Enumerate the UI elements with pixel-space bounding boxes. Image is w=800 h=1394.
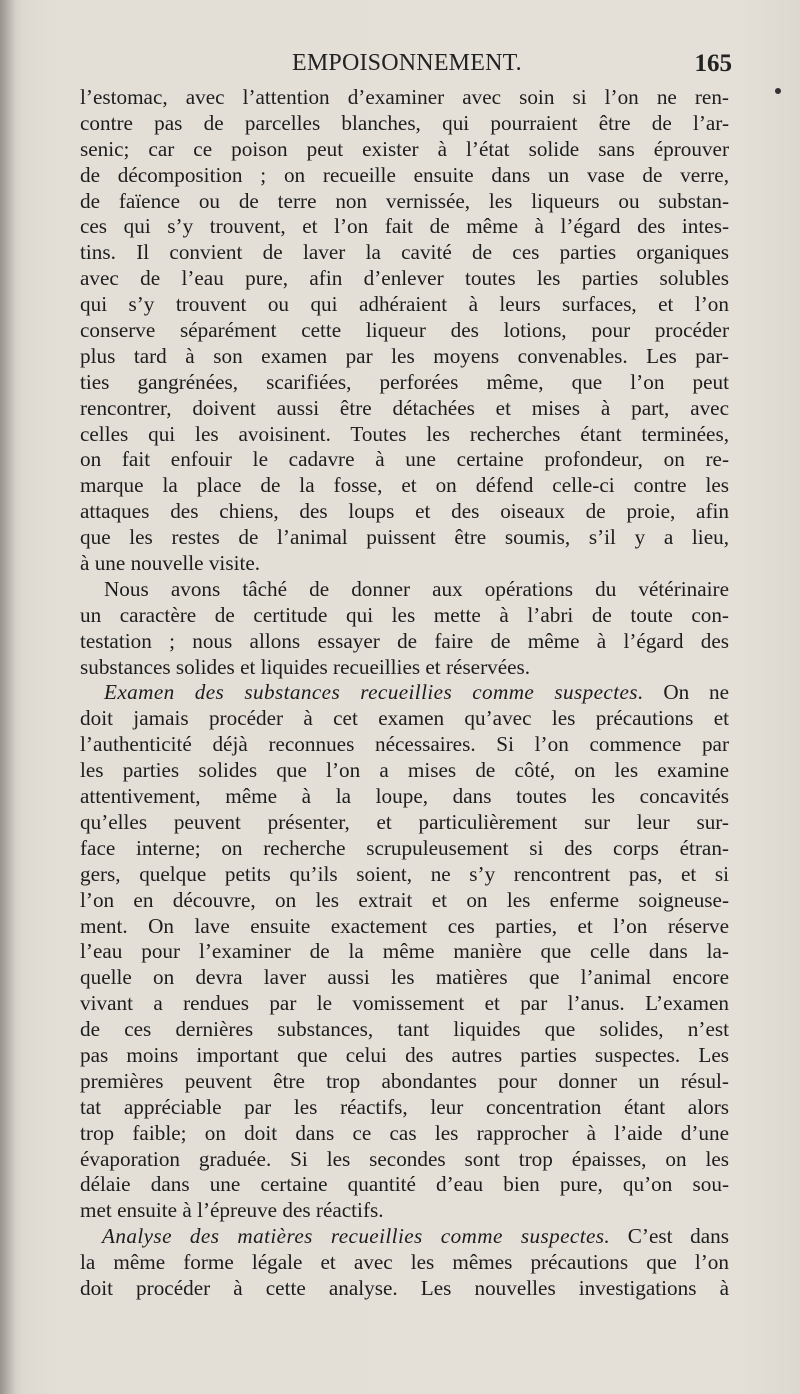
section-heading-line <box>80 1224 729 1250</box>
text-line: les parties solides que l’on a mises de côté, on les examine <box>80 758 729 783</box>
text-line: que les restes de l’animal puissent être soumis, s’il y a lieu, <box>80 525 729 550</box>
text-line: face interne; on recherche scrupuleusement si des corps étran- <box>80 835 729 860</box>
text-line: contre pas de parcelles blanches, qui pourraient être de l’ar- <box>80 110 729 135</box>
text-line: doit procéder à cette analyse. Les nouvelles investigations à <box>80 1275 729 1300</box>
page-number: 165 <box>694 50 732 77</box>
text-line: avec de l’eau pure, afin d’enlever toutes les parties solubles <box>80 266 729 291</box>
text-line: pas moins important que celui des autres parties suspectes. Les <box>80 1042 729 1067</box>
text-line: attaques des chiens, des loups et des oiseaux de proie, afin <box>80 499 729 524</box>
text-line: l’on en découvre, on les extrait et on les enferme soigneuse- <box>80 887 729 912</box>
text-line: qu’elles peuvent présenter, et particulièrement sur leur sur- <box>80 809 729 834</box>
text-line: tat appréciable par les réactifs, leur concentration étant alors <box>80 1094 729 1119</box>
text-fragment: C’est dans <box>610 1224 729 1249</box>
page-header <box>80 50 732 80</box>
text-line: quelle on devra laver aussi les matières que l’animal encore <box>80 965 729 990</box>
text-fragment: On ne <box>643 680 729 705</box>
text-line: doit jamais procéder à cet examen qu’avec les précautions et <box>80 706 729 731</box>
text-line: un caractère de certitude qui les mette à l’abri de toute con- <box>80 602 729 627</box>
text-line: évaporation graduée. Si les secondes sont trop épaisses, on les <box>80 1146 729 1171</box>
text-line: la même forme légale et avec les mêmes précautions que l’on <box>80 1250 729 1275</box>
text-line: Nous avons tâché de donner aux opérations du vétérinaire <box>104 576 729 601</box>
text-line: l’authenticité déjà reconnues nécessaires. Si l’on commence par <box>80 732 729 757</box>
text-line: de faïence ou de terre non vernissée, les liqueurs ou substan- <box>80 188 729 213</box>
section-heading-examen: Examen des substances recueillies comme suspectes. <box>104 680 644 705</box>
text-line: gers, quelque petits qu’ils soient, ne s’y rencontrent pas, et si <box>80 861 729 886</box>
text-line: marque la place de la fosse, et on défend celle-ci contre les <box>80 473 729 498</box>
text-line: de décomposition ; on recueille ensuite dans un vase de verre, <box>80 162 729 187</box>
text-line: tins. Il convient de laver la cavité de ces parties organiques <box>80 240 729 265</box>
text-line: l’eau pour l’examiner de la même manière que celle dans la- <box>80 939 729 964</box>
text-line: met ensuite à l’épreuve des réactifs. <box>80 1198 384 1223</box>
text-line: ment. On lave ensuite exactement ces parties, et l’on réserve <box>80 913 729 938</box>
section-heading-line <box>80 680 729 706</box>
text-line: senic; car ce poison peut exister à l’état solide sans éprouver <box>80 136 729 161</box>
gutter-shadow <box>0 0 16 1394</box>
text-line: substances solides et liquides recueillies et réservées. <box>80 654 531 679</box>
text-line: délaie dans une certaine quantité d’eau bien pure, qu’on sou- <box>80 1172 729 1197</box>
section-heading-analyse: Analyse des matières recueillies comme suspectes. <box>102 1224 611 1249</box>
text-line: ties gangrénées, scarifiées, perforées même, que l’on peut <box>80 369 729 394</box>
text-line: trop faible; on doit dans ce cas les rapprocher à l’aide d’une <box>80 1120 729 1145</box>
text-line: on fait enfouir le cadavre à une certaine profondeur, on re- <box>80 447 729 472</box>
text-line: attentivement, même à la loupe, dans toutes les concavités <box>80 784 729 809</box>
running-head: EMPOISONNEMENT. <box>292 50 522 76</box>
text-line: de ces dernières substances, tant liquides que solides, n’est <box>80 1017 729 1042</box>
text-line: testation ; nous allons essayer de faire de même à l’égard des <box>80 628 729 653</box>
text-line: ces qui s’y trouvent, et l’on fait de même à l’égard des intes- <box>80 214 729 239</box>
text-line: rencontrer, doivent aussi être détachées et mises à part, avec <box>80 395 729 420</box>
text-line: premières peuvent être trop abondantes pour donner un résul- <box>80 1068 729 1093</box>
margin-mark <box>775 88 781 94</box>
text-line: l’estomac, avec l’attention d’examiner avec soin si l’on ne ren- <box>80 85 729 109</box>
text-line: celles qui les avoisinent. Toutes les recherches étant terminées, <box>80 421 729 446</box>
text-line: plus tard à son examen par les moyens convenables. Les par- <box>80 343 729 368</box>
body-text <box>80 85 729 1302</box>
text-line: vivant a rendues par le vomissement et par l’anus. L’examen <box>80 991 729 1016</box>
text-line: à une nouvelle visite. <box>80 551 261 576</box>
text-line: qui s’y trouvent ou qui adhéraient à leurs surfaces, et l’on <box>80 292 729 317</box>
text-line: conserve séparément cette liqueur des lotions, pour procéder <box>80 318 729 343</box>
